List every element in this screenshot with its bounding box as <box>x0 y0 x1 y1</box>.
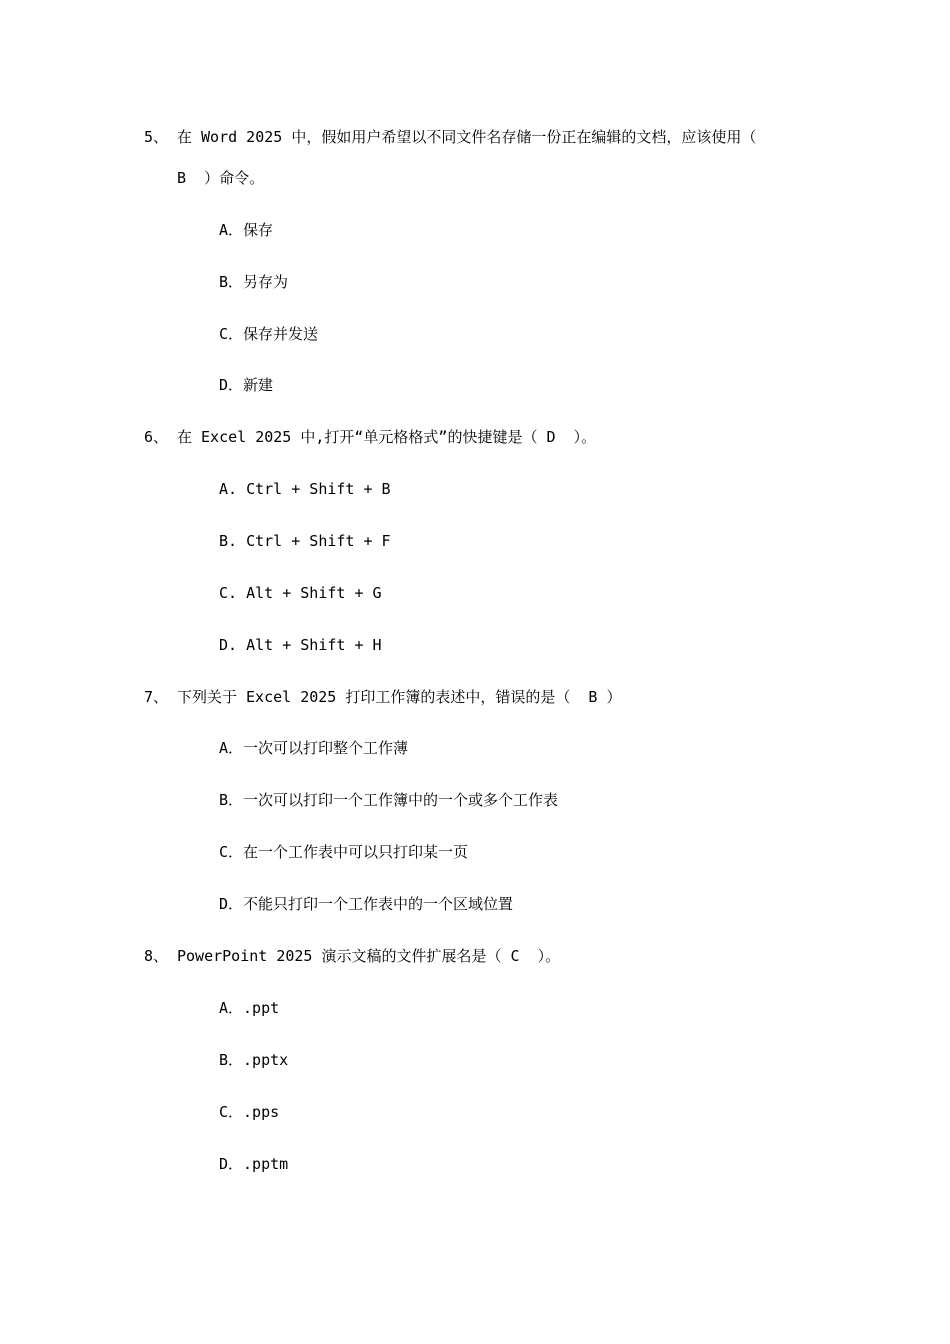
question-7-text: 下列关于 Excel 2025 打印工作簿的表述中，错误的是（ B ） <box>177 688 622 706</box>
question-5-option-d: D．新建 <box>219 376 274 394</box>
question-8-option-a: A．.ppt <box>219 999 280 1017</box>
question-5-option-c: C．保存并发送 <box>219 325 319 343</box>
question-6-option-d: D. Alt + Shift + H <box>219 636 382 654</box>
question-5-option-b: B．另存为 <box>219 273 289 291</box>
question-6-number: 6、 <box>144 428 169 446</box>
question-6-text: 在 Excel 2025 中,打开“单元格格式”的快捷键是（ D ）。 <box>177 428 597 446</box>
question-6-option-c: C. Alt + Shift + G <box>219 584 382 602</box>
question-6-option-b: B. Ctrl + Shift + F <box>219 532 391 550</box>
question-8-number: 8、 <box>144 947 169 965</box>
question-7-option-d: D．不能只打印一个工作表中的一个区域位置 <box>219 895 514 913</box>
question-7-option-a: A．一次可以打印整个工作薄 <box>219 739 409 757</box>
question-5-option-a: A．保存 <box>219 221 274 239</box>
question-5-text-continued: B ）命令。 <box>177 169 265 187</box>
question-8-option-b: B．.pptx <box>219 1051 289 1069</box>
question-6-option-a: A. Ctrl + Shift + B <box>219 480 391 498</box>
question-5-number: 5、 <box>144 128 169 146</box>
question-5-text: 在 Word 2025 中，假如用户希望以不同文件名存储一份正在编辑的文档，应该使用（ <box>177 128 757 146</box>
question-8-option-d: D．.pptm <box>219 1155 289 1173</box>
question-7-option-b: B．一次可以打印一个工作簿中的一个或多个工作表 <box>219 791 559 809</box>
question-7-number: 7、 <box>144 688 169 706</box>
question-8-option-c: C．.pps <box>219 1103 280 1121</box>
question-7-option-c: C．在一个工作表中可以只打印某一页 <box>219 843 469 861</box>
question-8-text: PowerPoint 2025 演示文稿的文件扩展名是（ C ）。 <box>177 947 561 965</box>
